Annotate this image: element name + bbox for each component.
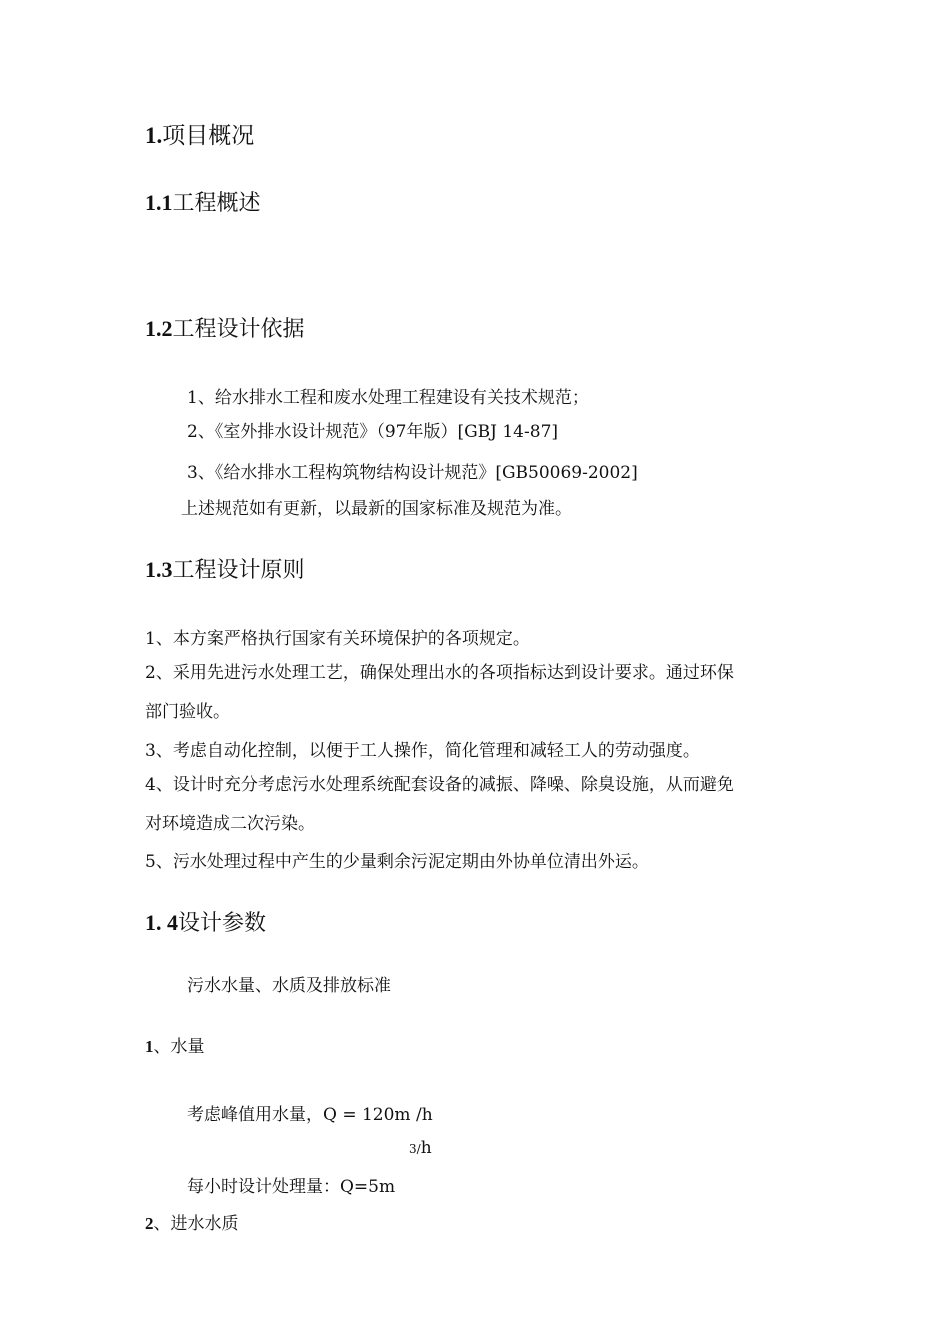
peak-water-usage: 考虑峰值用水量，Q = 120m /h: [187, 1105, 433, 1125]
heading-text: 设计参数: [178, 911, 267, 936]
principle-line: 部门验收。: [145, 702, 230, 722]
heading-number: 1. 4: [145, 910, 178, 935]
unit-fragment-h: h: [420, 1138, 432, 1158]
subheading-text: 、水量: [153, 1037, 205, 1057]
hourly-design-capacity: 每小时设计处理量：Q=5m: [187, 1177, 396, 1197]
subheading-number: 2: [145, 1214, 154, 1233]
subheading-water-volume: [145, 1032, 205, 1057]
unit-fragment-small: 3/: [409, 1142, 421, 1156]
heading-text: 项目概况: [162, 123, 255, 149]
principle-line: 5、污水处理过程中产生的少量剩余污泥定期由外协单位清出外运。: [145, 852, 649, 872]
heading-number: 1.: [145, 123, 163, 148]
heading-text: 工程概述: [172, 191, 261, 216]
heading-text: 工程设计原则: [172, 558, 305, 583]
design-basis-note: 上述规范如有更新，以最新的国家标准及规范为准。: [181, 499, 572, 519]
heading-engineering-summary: [145, 186, 261, 217]
design-parameters-subtitle: 污水水量、水质及排放标准: [187, 976, 391, 996]
unit-fragment: [409, 1138, 432, 1158]
heading-number: 1.1: [145, 190, 173, 215]
design-basis-item: 2、《室外排水设计规范》（97年版）[GBJ 14-87]: [187, 422, 559, 442]
principle-line: 1、本方案严格执行国家有关环境保护的各项规定。: [145, 629, 530, 649]
principle-line: 3、考虑自动化控制，以便于工人操作，简化管理和减轻工人的劳动强度。: [145, 741, 700, 761]
heading-design-parameters: [145, 906, 266, 937]
subheading-text: 、进水水质: [153, 1214, 239, 1234]
principle-line: 4、设计时充分考虑污水处理系统配套设备的减振、降噪、除臭设施，从而避免: [145, 775, 734, 795]
subheading-inflow-quality: [145, 1209, 239, 1234]
subheading-number: 1: [145, 1037, 154, 1056]
heading-number: 1.2: [145, 316, 173, 341]
principle-line: 对环境造成二次污染。: [145, 814, 315, 834]
heading-text: 工程设计依据: [172, 317, 305, 342]
heading-design-basis: [145, 312, 305, 343]
design-basis-item: 1、给水排水工程和废水处理工程建设有关技术规范；: [187, 388, 589, 408]
heading-design-principles: [145, 553, 305, 584]
heading-number: 1.3: [145, 557, 173, 582]
principle-line: 2、采用先进污水处理工艺，确保处理出水的各项指标达到设计要求。通过环保: [145, 663, 734, 683]
design-basis-item: 3、《给水排水工程构筑物结构设计规范》[GB50069-2002]: [187, 463, 638, 483]
heading-project-overview: [145, 117, 254, 150]
